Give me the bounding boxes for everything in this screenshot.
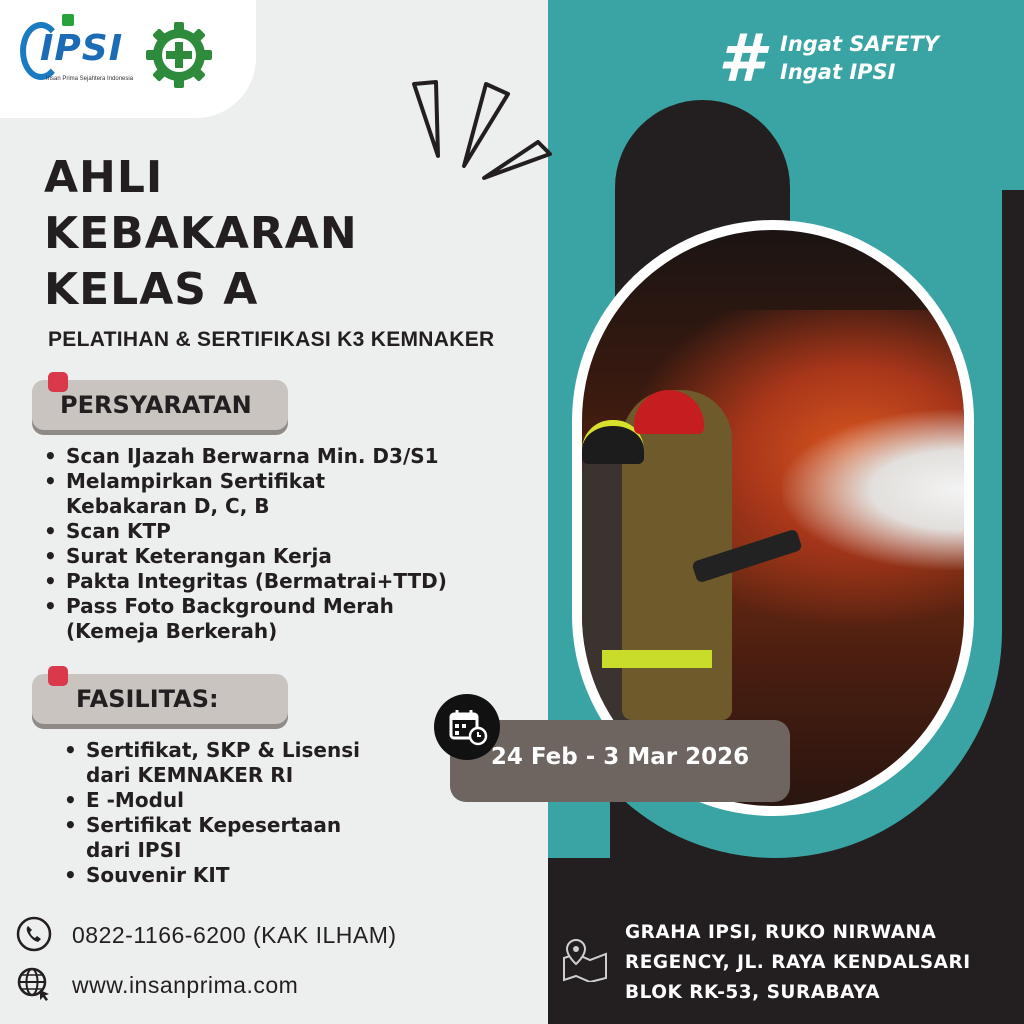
facilities-marker-icon <box>48 666 68 686</box>
globe-icon <box>16 966 52 1002</box>
address <box>625 918 971 1008</box>
list-item: (Kemeja Berkerah) <box>66 619 278 643</box>
spark-accent-icon <box>408 78 558 188</box>
slogan-line-1: Ingat SAFETY <box>780 32 939 56</box>
address-line-2: REGENCY, JL. RAYA KENDALSARI <box>625 952 971 973</box>
requirements-list <box>42 444 542 644</box>
list-item: • Scan IJazah Berwarna Min. D3/S1 <box>42 444 542 469</box>
facilities-list <box>62 738 462 888</box>
address-line-1: GRAHA IPSI, RUKO NIRWANA <box>625 922 937 943</box>
website-link[interactable]: www.insanprima.com <box>72 972 299 998</box>
training-date: 24 Feb - 3 Mar 2026 <box>490 744 750 770</box>
list-item: • Sertifikat, SKP & Lisensi <box>62 738 462 763</box>
phone-icon <box>16 916 52 952</box>
hashtag-icon: # <box>718 20 764 97</box>
course-title <box>44 150 358 318</box>
list-item: • Souvenir KIT <box>62 863 462 888</box>
list-item: Kebakaran D, C, B <box>66 494 270 518</box>
address-line-3: BLOK RK-53, SURABAYA <box>625 982 881 1003</box>
list-item: • Surat Keterangan Kerja <box>42 544 542 569</box>
list-item: • Sertifikat Kepesertaan <box>62 813 462 838</box>
logo-dot <box>62 14 74 26</box>
list-item: dari KEMNAKER RI <box>86 763 294 787</box>
list-item: • Pass Foto Background Merah <box>42 594 542 619</box>
course-subtitle: PELATIHAN & SERTIFIKASI K3 KEMNAKER <box>48 328 495 351</box>
requirements-heading: PERSYARATAN <box>60 391 252 419</box>
list-item: • Melampirkan Sertifikat <box>42 469 542 494</box>
title-line-3: KELAS A <box>44 264 259 315</box>
logo-tagline: Insan Prima Sejahtera Indonesia <box>46 76 134 82</box>
title-line-1: AHLI <box>44 152 164 203</box>
requirements-marker-icon <box>48 372 68 392</box>
list-item: • Scan KTP <box>42 519 542 544</box>
list-item: dari IPSI <box>86 838 182 862</box>
list-item: • Pakta Integritas (Bermatrai+TTD) <box>42 569 542 594</box>
slogan <box>780 30 939 86</box>
title-line-2: KEBAKARAN <box>44 208 358 259</box>
list-item: • E -Modul <box>62 788 462 813</box>
ipsi-logo: IPSI <box>40 28 124 69</box>
k3-gear-cross-icon <box>144 20 214 90</box>
map-pin-icon <box>560 938 610 982</box>
slogan-line-2: Ingat IPSI <box>780 60 896 84</box>
phone-number[interactable]: 0822-1166-6200 (KAK ILHAM) <box>72 922 397 948</box>
facilities-heading: FASILITAS: <box>76 685 219 713</box>
